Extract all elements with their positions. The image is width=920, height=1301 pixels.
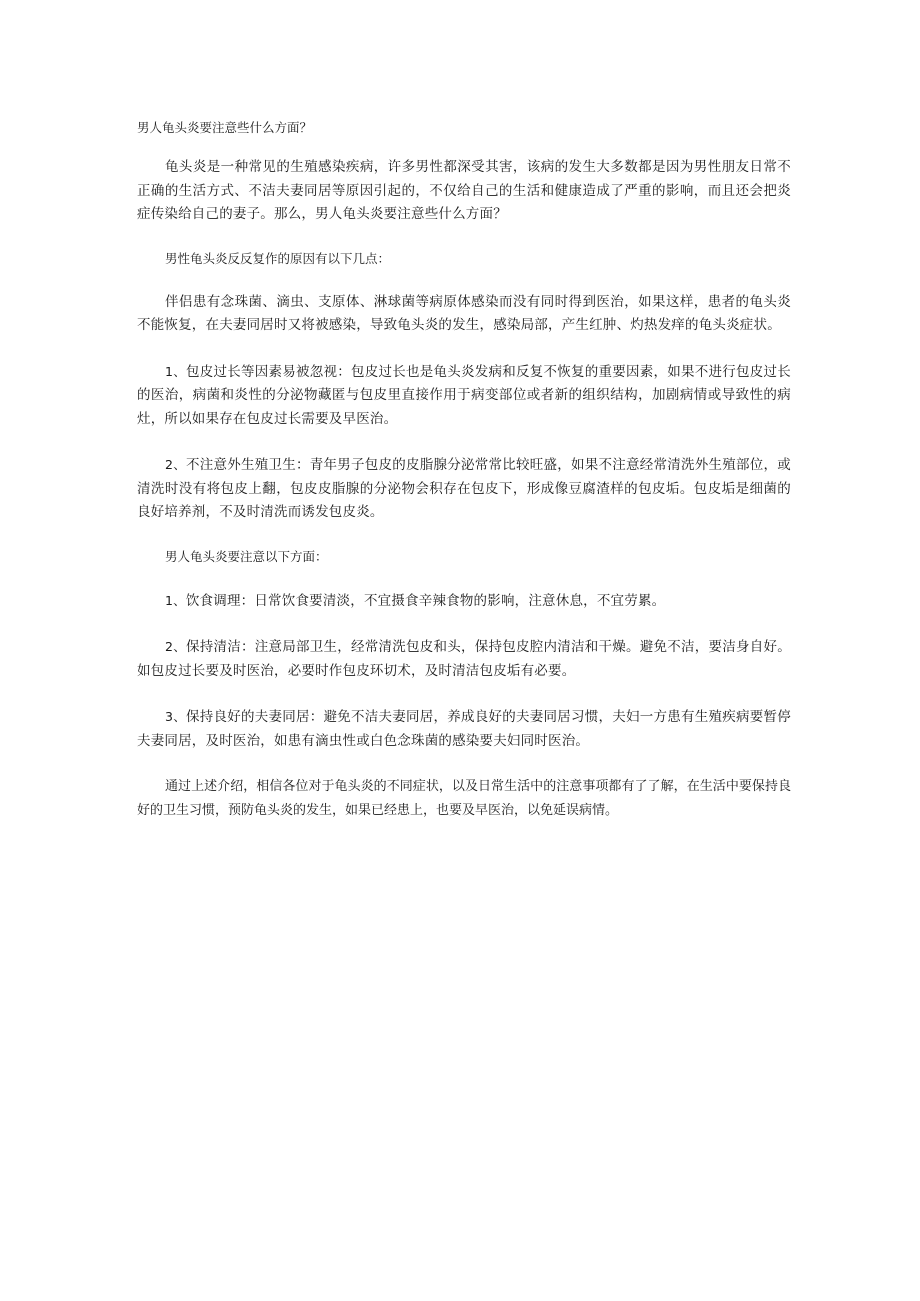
- cause-item-1-text: 包皮过长等因素易被忽视：包皮过长也是龟头炎发病和反复不恢复的重要因素，如果不进行包皮过长的医治，病菌和炎性的分泌物藏匿与包皮里直接作用于病变部位或者新的组织结构，加剧病情或导致性的病灶，所以如果存在包皮过长需要及早医治。: [137, 363, 791, 427]
- cause-item-1-number: 1、: [165, 363, 186, 379]
- causes-heading: 男性龟头炎反反复作的原因有以下几点：: [165, 250, 391, 266]
- care-item-1: [137, 589, 791, 614]
- care-item-1-number: 1、: [165, 592, 186, 608]
- intro-paragraph: 龟头炎是一种常见的生殖感染疾病，许多男性都深受其害，该病的发生大多数都是因为男性朋友日常不正确的生活方式、不洁夫妻同居等原因引起的，不仅给自己的生活和健康造成了严重的影响，而且还会把炎症传染给自己的妻子。那么，男人龟头炎要注意些什么方面？: [137, 159, 791, 222]
- cause-item-2: [137, 453, 791, 525]
- care-item-2-text: 保持清洁：注意局部卫生，经常清洗包皮和头，保持包皮腔内清洁和干燥。避免不洁，要洁身自好。如包皮过长要及时医治，必要时作包皮环切术，及时清洁包皮垢有必要。: [137, 639, 791, 679]
- cause-item-2-text: 不注意外生殖卫生：青年男子包皮的皮脂腺分泌常常比较旺盛，如果不注意经常清洗外生殖部位，或清洗时没有将包皮上翻，包皮皮脂腺的分泌物会积存在包皮下，形成像豆腐渣样的包皮垢。包皮垢是细菌的良好培养剂，不及时清洗而诱发包皮炎。: [137, 457, 791, 520]
- cause-item-2-number: 2、: [165, 457, 186, 472]
- care-item-3: [137, 705, 791, 753]
- care-item-3-text: 保持良好的夫妻同居：避免不洁夫妻同居，养成良好的夫妻同居习惯，夫妇一方患有生殖疾病要暂停夫妻同居，及时医治，如患有滴虫性或白色念珠菌的感染要夫妇同时医治。: [137, 709, 791, 749]
- document-title: 男人龟头炎要注意些什么方面？: [137, 120, 313, 135]
- document-body: [137, 118, 791, 823]
- conclusion-paragraph: 通过上述介绍，相信各位对于龟头炎的不同症状，以及日常生活中的注意事项都有了了解，在生活中要保持良好的卫生习惯，预防龟头炎的发生，如果已经患上，也要及早医治，以免延误病情。: [137, 779, 791, 818]
- care-item-1-text: 饮食调理：日常饮食要清淡，不宜摄食辛辣食物的影响，注意休息，不宜劳累。: [185, 592, 666, 609]
- care-item-2-number: 2、: [165, 639, 186, 654]
- care-heading: 男人龟头炎要注意以下方面：: [165, 548, 328, 564]
- care-item-2: [137, 635, 791, 683]
- cause-item-1: [137, 360, 791, 432]
- causes-intro-paragraph: 伴侣患有念珠菌、滴虫、支原体、淋球菌等病原体感染而没有同时得到医治，如果这样，患者的龟头炎不能恢复，在夫妻同居时又将被感染，导致龟头炎的发生，感染局部，产生红肿、灼热发痒的龟头炎症状。: [137, 293, 791, 333]
- care-item-3-number: 3、: [165, 709, 186, 724]
